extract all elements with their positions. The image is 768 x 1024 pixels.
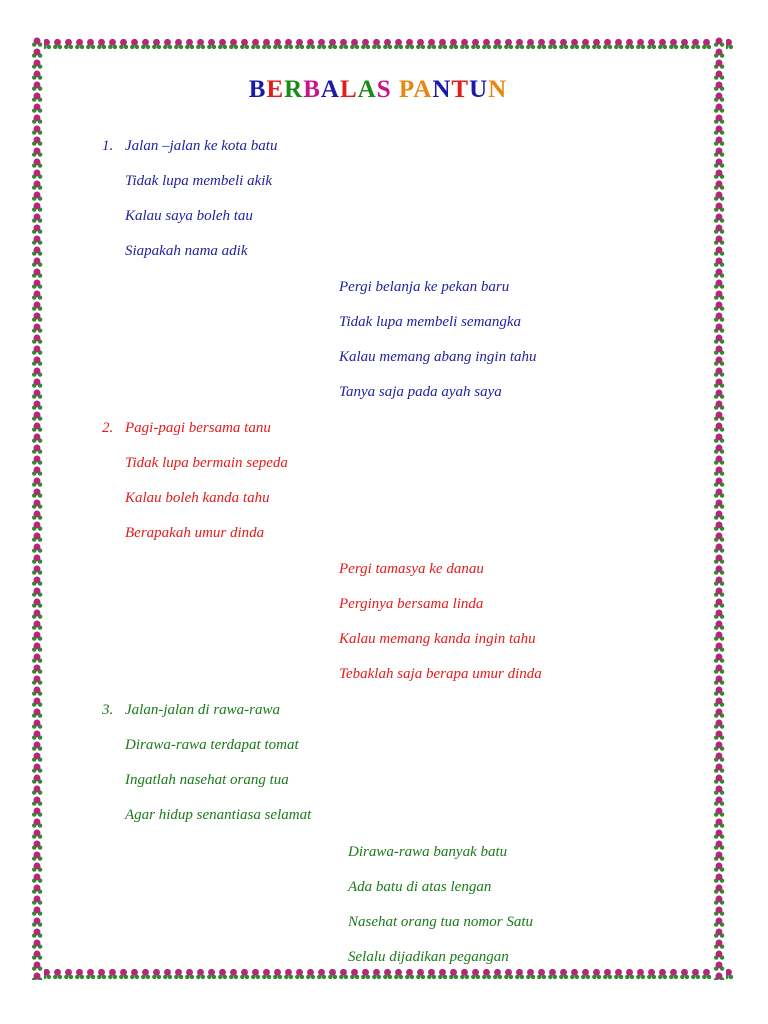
title-letter: R bbox=[284, 76, 304, 103]
floral-border-top bbox=[30, 36, 734, 50]
pantun-reply-line: Selalu dijadikan pegangan bbox=[348, 949, 509, 965]
pantun-reply-line: Tanya saja pada ayah saya bbox=[339, 384, 502, 400]
pantun-line: Berapakah umur dinda bbox=[125, 525, 265, 541]
title-letter: B bbox=[248, 76, 267, 103]
pantun-line: Dirawa-rawa terdapat tomat bbox=[125, 737, 299, 753]
pantun-reply-line: Pergi belanja ke pekan baru bbox=[339, 279, 510, 295]
title-space bbox=[392, 76, 399, 103]
pantun-number: 1. bbox=[102, 138, 114, 154]
pantun-number: 3. bbox=[102, 702, 114, 718]
pantun-line: Tidak lupa membeli akik bbox=[125, 173, 273, 189]
pantun-line: Kalau saya boleh tau bbox=[125, 208, 253, 224]
pantun-reply-line: Kalau memang abang ingin tahu bbox=[339, 349, 537, 365]
pantun-line: Ingatlah nasehat orang tua bbox=[125, 772, 289, 788]
floral-border-bottom bbox=[30, 966, 734, 980]
title-letter: L bbox=[339, 76, 358, 103]
title-letter: B bbox=[303, 76, 321, 103]
title-letter: N bbox=[432, 76, 452, 103]
pantun-reply-line: Nasehat orang tua nomor Satu bbox=[348, 914, 534, 930]
title-letter: N bbox=[488, 76, 508, 103]
pantun-number: 2. bbox=[102, 420, 114, 436]
floral-border-left bbox=[30, 36, 44, 980]
pantun-reply-line: Dirawa-rawa banyak batu bbox=[348, 844, 508, 860]
pantun-reply-line: Tebaklah saja berapa umur dinda bbox=[339, 666, 542, 682]
pantun-line: Agar hidup senantiasa selamat bbox=[125, 807, 312, 823]
pantun-reply-line: Perginya bersama linda bbox=[339, 596, 484, 612]
title-letter: A bbox=[357, 76, 377, 103]
pantun-line: Kalau boleh kanda tahu bbox=[125, 490, 270, 506]
pantun-line: Jalan-jalan di rawa-rawa bbox=[125, 702, 281, 718]
title-letter: P bbox=[398, 76, 414, 103]
pantun-reply-line: Kalau memang kanda ingin tahu bbox=[339, 631, 536, 647]
pantun-line: Tidak lupa bermain sepeda bbox=[125, 455, 288, 471]
pantun-line: Pagi-pagi bersama tanu bbox=[125, 420, 271, 436]
title-letter: U bbox=[469, 76, 489, 103]
floral-border-right bbox=[712, 36, 726, 980]
title-letter: T bbox=[451, 76, 470, 103]
pantun-reply-line: Pergi tamasya ke danau bbox=[339, 561, 484, 577]
pantun-reply-line: Ada batu di atas lengan bbox=[348, 879, 492, 895]
title-letter: S bbox=[376, 76, 392, 103]
title-letter: A bbox=[320, 76, 340, 103]
pantun-reply-line: Tidak lupa membeli semangka bbox=[339, 314, 522, 330]
page-title bbox=[0, 76, 756, 104]
title-letter: A bbox=[413, 76, 433, 103]
pantun-line: Jalan –jalan ke kota batu bbox=[125, 138, 278, 154]
title-letter: E bbox=[266, 76, 285, 103]
pantun-line: Siapakah nama adik bbox=[125, 243, 248, 259]
